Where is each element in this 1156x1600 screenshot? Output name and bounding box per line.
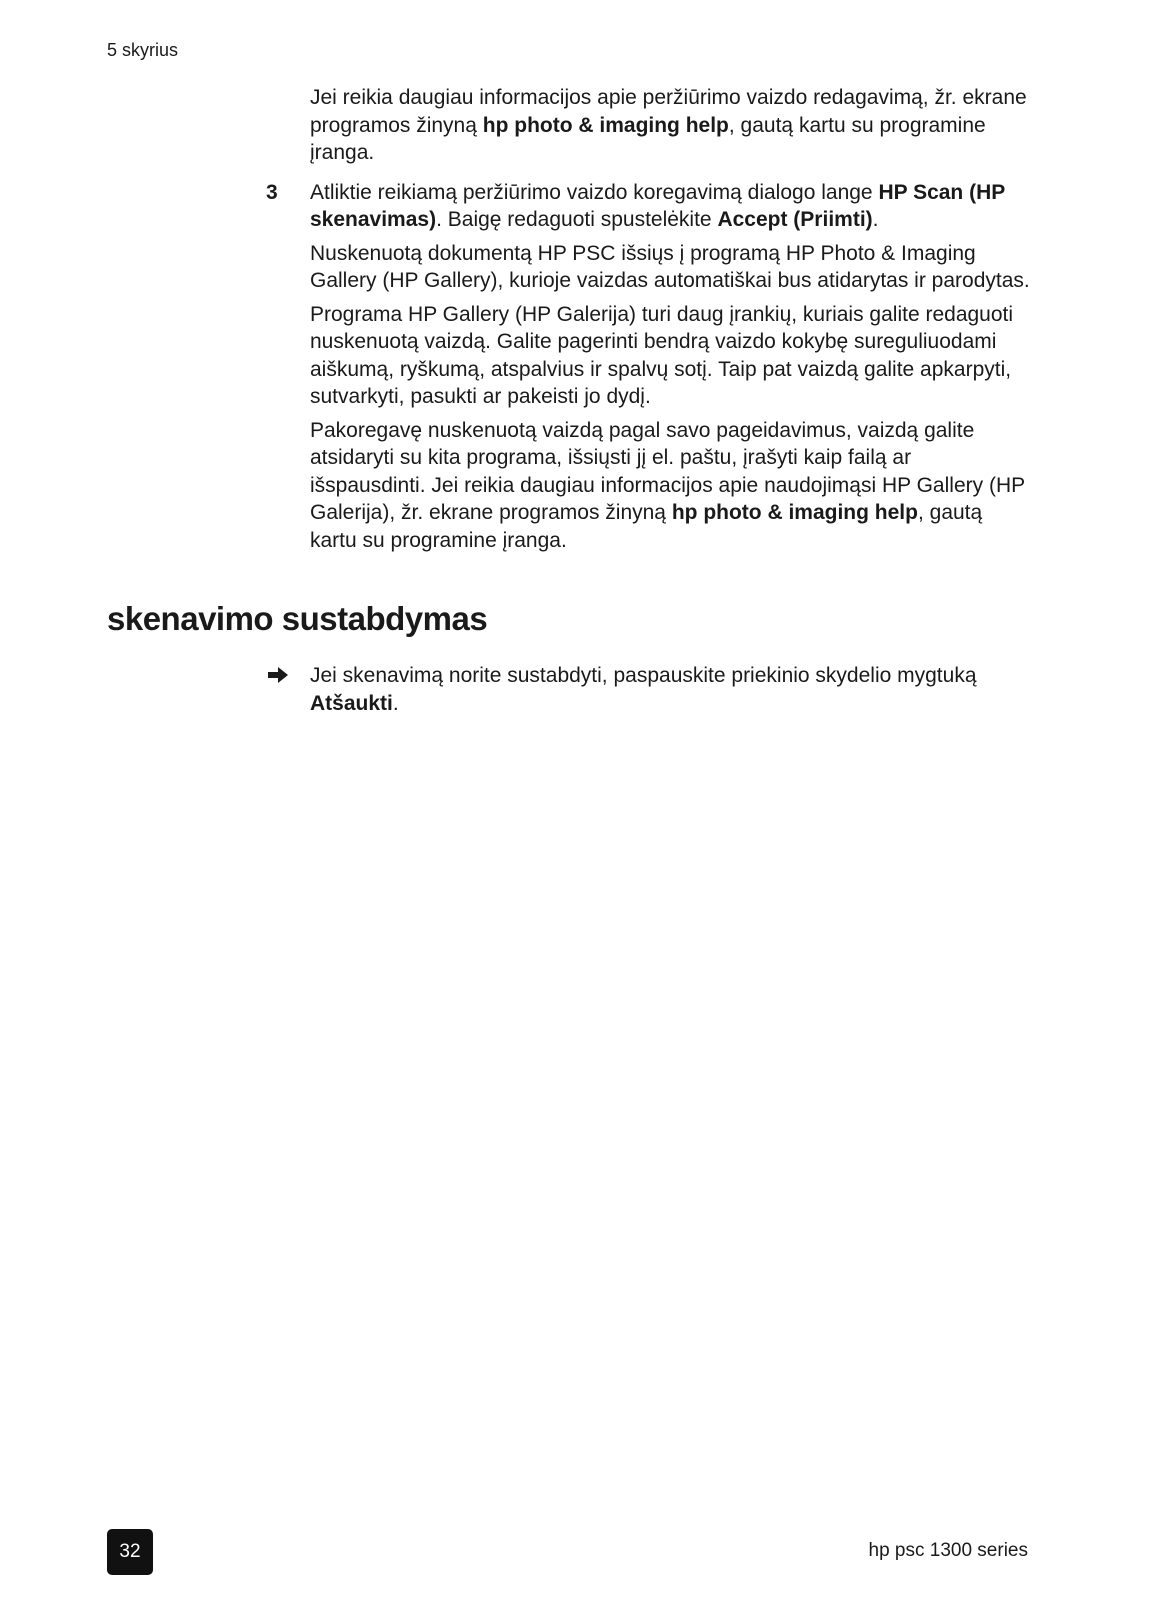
arrow-right-icon xyxy=(267,665,289,685)
stop-scan-bullet xyxy=(310,662,1030,723)
step-number: 3 xyxy=(266,180,278,204)
main-content xyxy=(266,84,1030,560)
step-3 xyxy=(266,179,1030,234)
section-heading: skenavimo sustabdymas xyxy=(107,600,488,637)
after-edit-paragraph: Pakoregavę nuskenuotą vaizdą pagal savo pageidavimus, vaizdą galite atsidaryti su kita programa, išsiųsti jį el. paštu, įrašyti kaip failą ar išspausdinti. Jei reikia daugiau informacijos apie naudojimąsi HP Gallery (HP Galerija), žr. ekrane programos žinyną hp photo & imaging help, gautą kartu su programine įranga. xyxy=(310,418,1025,552)
chapter-header: 5 skyrius xyxy=(107,40,179,60)
stop-scan-text: Jei skenavimą norite sustabdyti, paspauskite priekinio skydelio mygtuką Atšaukti. xyxy=(310,664,977,715)
cancel-button-label: Atšaukti xyxy=(310,691,393,715)
gallery-paragraph: Nuskenuotą dokumentą HP PSC išsiųs į programą HP Photo & Imaging Gallery (HP Gallery), kurioje vaizdas automatiškai bus atidarytas ir parodytas. xyxy=(310,241,1030,292)
step-3-text: Atliktie reikiamą peržiūrimo vaizdo koregavimą dialogo lange HP Scan (HP skenavimas). Baigę redaguoti spustelėkite Accept (Priimti). xyxy=(310,180,1005,231)
help-reference-2: hp photo & imaging help xyxy=(671,501,918,524)
tools-paragraph: Programa HP Gallery (HP Galerija) turi daug įrankių, kuriais galite redaguoti nuskenuotą vaizdą. Galite pagerinti bendrą vaizdo kokybę sureguliuodami aiškumą, ryškumą, atspalvius ir spalvų sotį. Taip pat vaizdą galite apkarpyti, sutvarkyti, pasukti ar pakeisti jo dydį. xyxy=(310,302,1014,408)
accept-label: Accept (Priimti) xyxy=(717,208,873,231)
page-number: 32 xyxy=(107,1529,153,1575)
product-name: hp psc 1300 series xyxy=(868,1540,1028,1561)
dialog-name: HP Scan (HP skenavimas) xyxy=(310,180,1005,231)
intro-paragraph: Jei reikia daugiau informacijos apie peržiūrimo vaizdo redagavimą, žr. ekrane programos žinyną hp photo & imaging help, gautą kartu su programine įranga. xyxy=(310,86,1027,164)
help-reference: hp photo & imaging help xyxy=(482,113,729,137)
